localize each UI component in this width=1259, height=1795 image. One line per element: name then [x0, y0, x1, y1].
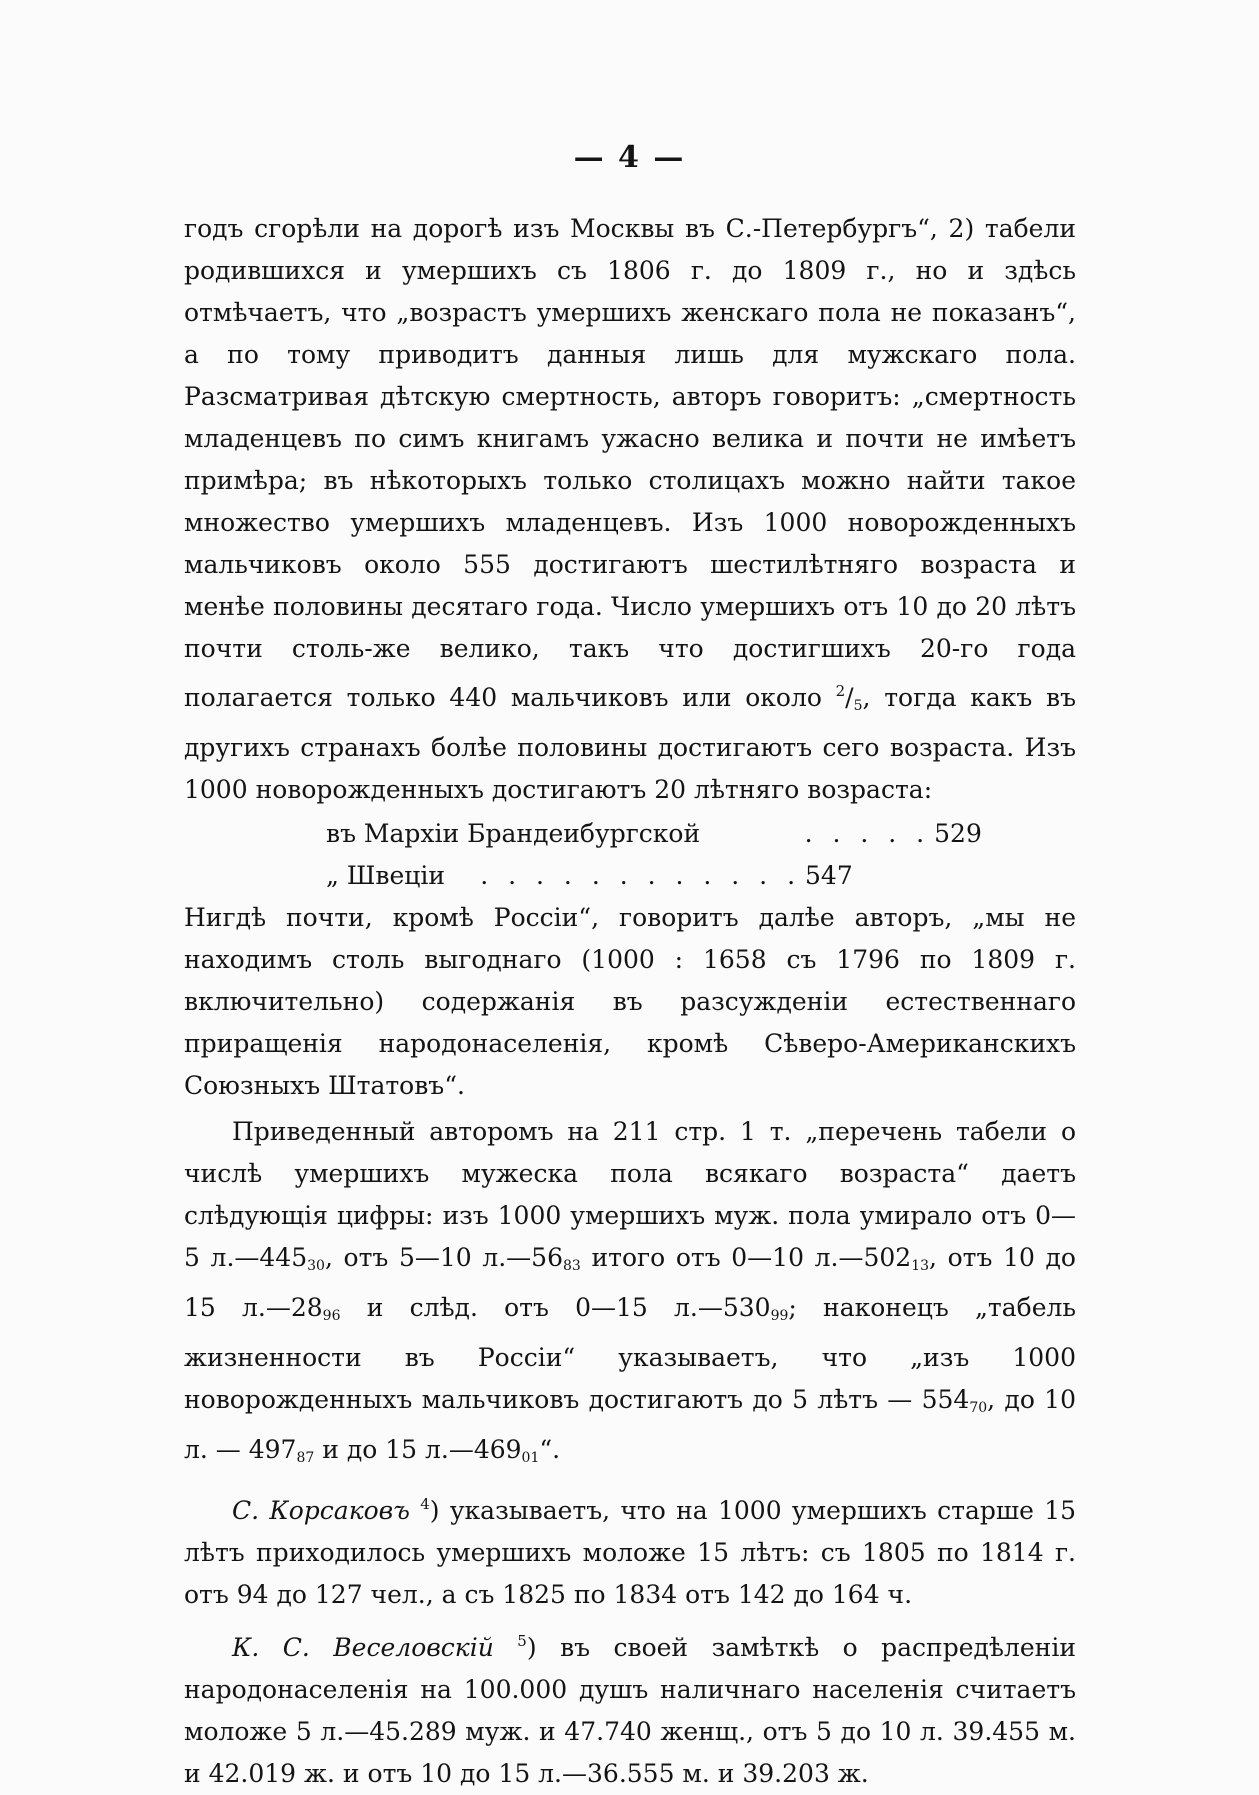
- p3-decimal: 83: [563, 1258, 581, 1274]
- p3-seg: итого отъ 0—10 л.—502: [580, 1243, 912, 1272]
- fraction: $^2/_5$: [835, 682, 863, 714]
- fraction-denominator: 5: [853, 698, 863, 714]
- footnote-ref: 4: [420, 1495, 430, 1513]
- table-row-value: 547: [805, 861, 853, 890]
- p3-seg: , отъ 10 до 15 л.—28: [184, 1243, 1076, 1322]
- p3-decimal: 99: [770, 1308, 789, 1324]
- author-name: К. С. Веселовскій: [232, 1633, 494, 1662]
- table-row-leader: . . . . .: [804, 819, 931, 848]
- p3-decimal: 87: [296, 1450, 315, 1466]
- p3-seg: и слѣд. отъ 0—15 л.—530: [340, 1293, 771, 1322]
- table-row-value: 529: [934, 819, 982, 848]
- p3-decimal: 13: [911, 1258, 930, 1274]
- table-row: [184, 813, 1076, 855]
- survival-table: [184, 813, 1076, 897]
- p3-decimal: 30: [307, 1258, 325, 1274]
- table-row: [184, 855, 1076, 897]
- fraction-numerator: 2: [835, 682, 846, 700]
- paragraph-5-text: ) въ своей замѣткѣ о распредѣленіи народонаселенія на 100.000 душъ наличнаго населенія считаетъ моложе 5 л.—45.289 муж. и 47.740 женщ., отъ 5 до 10 л. 39.455 м. и 42.019 ж. и отъ 10 до 15 л.—36.555 м. и 39.203 ж.: [184, 1633, 1076, 1788]
- footnote-ref: 5: [517, 1632, 527, 1650]
- paragraph-5: [184, 1620, 1076, 1795]
- p3-decimal: 01: [521, 1450, 540, 1466]
- paragraph-1: [184, 208, 1076, 811]
- page-number: — 4 —: [573, 140, 686, 175]
- table-row-leader: . . . . . . . . . . . .: [480, 861, 802, 890]
- paragraph-1-text-after: , тогда какъ въ другихъ странахъ болѣе половины достигаютъ сего возраста. Изъ 1000 новорожденныхъ достигаютъ 20 лѣтняго возраста:: [184, 683, 1076, 804]
- p3-decimal: 96: [322, 1308, 341, 1324]
- p3-seg: ; наконецъ „табель жизненности въ Россіи“ указываетъ, что „изъ 1000 новорожденныхъ мальчиковъ достигаютъ до 5 лѣтъ — 554: [184, 1293, 1076, 1414]
- paragraph-2: Нигдѣ почти, кромѣ Россіи“, говоритъ далѣе авторъ, „мы не находимъ столь выгоднаго (1000 : 1658 съ 1796 по 1809 г. включительно) содержанія въ разсужденіи естественнаго приращенія народонаселенія, кромѣ Сѣверо-Американскихъ Союзныхъ Штатовъ“.: [184, 903, 1076, 1100]
- p3-seg: Приведенный авторомъ на 211 стр. 1 т. „перечень табели о числѣ умершихъ мужеска пола всякаго возраста“ даетъ слѣдующія цифры: изъ 1000 умершихъ муж. пола умирало отъ 0—5 л.—445: [184, 1117, 1076, 1272]
- table-row-label: въ Мархіи Брандеибургской: [326, 819, 701, 848]
- p3-seg: , отъ 5—10 л.—56: [324, 1243, 563, 1272]
- paragraph-3: [184, 1111, 1076, 1479]
- p3-seg: , до 10 л. — 497: [184, 1385, 1076, 1464]
- paragraph-4-text: ) указываетъ, что на 1000 умершихъ старше 15 лѣтъ приходилось умершихъ моложе 15 лѣтъ: съ 1805 по 1814 г. отъ 94 до 127 чел., а съ 1825 по 1834 отъ 142 до 164 ч.: [184, 1496, 1077, 1609]
- table-row-label: „ Швеціи: [326, 861, 446, 890]
- p3-seg: и до 15 л.—469: [314, 1435, 522, 1464]
- paragraph-4: [184, 1483, 1076, 1616]
- body-text: [184, 208, 1076, 1795]
- paragraph-1-text: годъ сгорѣли на дорогѣ изъ Москвы въ С.-Петербургъ“, 2) табели родившихся и умершихъ съ 1806 г. до 1809 г., но и здѣсь отмѣчаетъ, что „возрастъ умершихъ женскаго пола не показанъ“, а по тому приводитъ данныя лишь для мужскаго пола. Разсматривая дѣтскую смертность, авторъ говоритъ: „смертность младенцевъ по симъ книгамъ ужасно велика и почти не имѣетъ примѣра; въ нѣкоторыхъ только столицахъ можно найти такое множество умершихъ младенцевъ. Изъ 1000 новорожденныхъ мальчиковъ около 555 достигаютъ шестилѣтняго возраста и менѣе половины десятаго года. Число умершихъ отъ 10 до 20 лѣтъ почти столь-же велико, такъ что достигшихъ 20-го года полагается только 440 мальчиковъ или около: [184, 214, 1076, 712]
- author-name: С. Корсаковъ: [232, 1496, 410, 1525]
- p3-seg: “.: [539, 1435, 561, 1464]
- p3-decimal: 70: [969, 1400, 988, 1416]
